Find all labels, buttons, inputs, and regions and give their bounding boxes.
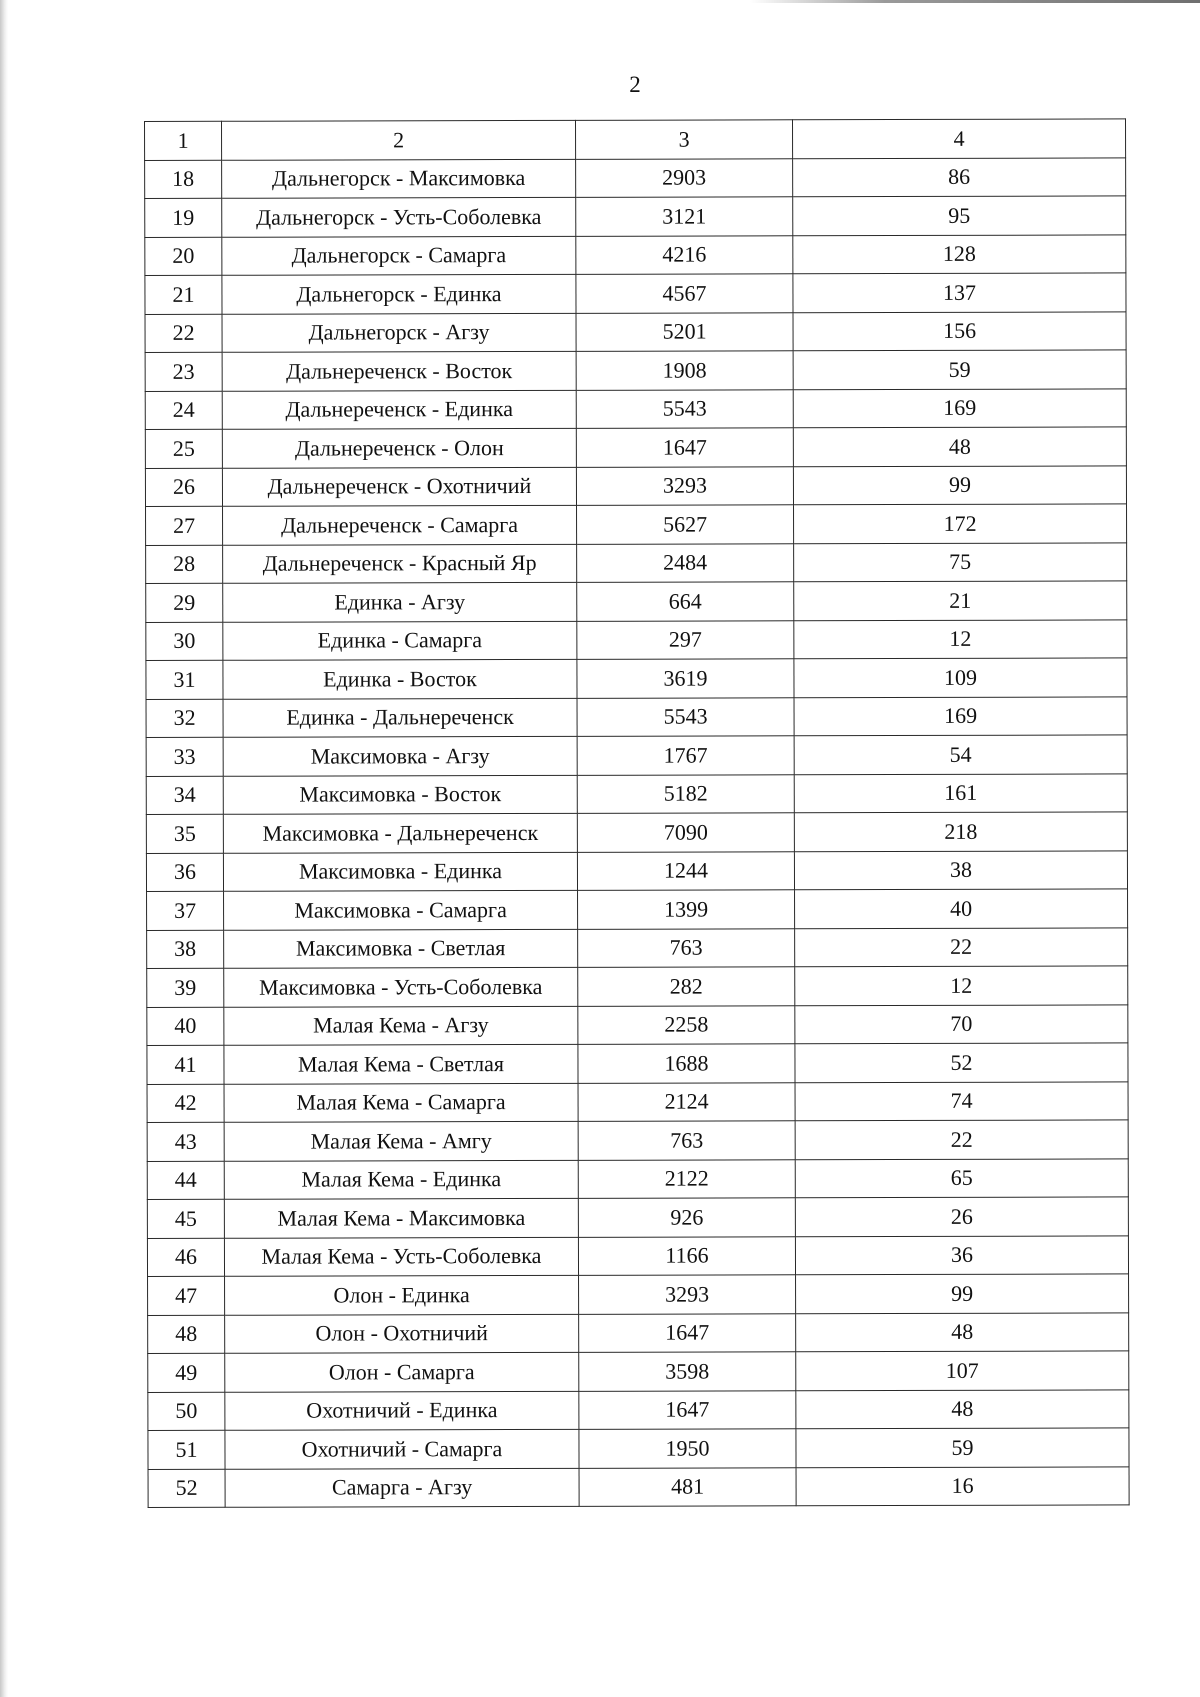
value-cell: 5543 xyxy=(577,697,794,736)
count-cell: 48 xyxy=(796,1312,1129,1351)
route-cell: Малая Кема - Максимовка xyxy=(224,1198,578,1237)
route-cell: Олон - Самарга xyxy=(225,1352,579,1391)
table-row xyxy=(147,1120,1128,1161)
row-number-cell: 24 xyxy=(145,391,222,430)
count-cell: 22 xyxy=(795,1120,1128,1159)
value-cell: 5627 xyxy=(577,505,794,544)
count-cell: 16 xyxy=(796,1466,1129,1505)
route-cell: Максимовка - Восток xyxy=(223,775,577,814)
count-cell: 12 xyxy=(795,966,1128,1005)
count-cell: 169 xyxy=(794,696,1127,735)
value-cell: 5201 xyxy=(576,312,793,351)
count-cell: 74 xyxy=(795,1081,1128,1120)
row-number-cell: 32 xyxy=(146,699,223,738)
row-number-cell: 33 xyxy=(146,737,223,776)
table-row xyxy=(145,311,1126,352)
table-row xyxy=(146,619,1127,660)
row-number-cell: 35 xyxy=(146,814,223,853)
route-cell: Дальнегорск - Самарга xyxy=(222,236,576,275)
value-cell: 1688 xyxy=(578,1044,795,1083)
value-cell: 5543 xyxy=(576,389,793,428)
table-row xyxy=(148,1428,1129,1469)
table-row xyxy=(148,1466,1129,1507)
value-cell: 282 xyxy=(578,967,795,1006)
table-row xyxy=(145,234,1126,275)
count-cell: 95 xyxy=(793,196,1126,235)
count-cell: 137 xyxy=(793,273,1126,312)
value-cell: 763 xyxy=(578,1121,795,1160)
route-cell: Малая Кема - Амгу xyxy=(224,1121,578,1160)
table-row xyxy=(146,812,1127,853)
header-cell: 1 xyxy=(145,121,222,160)
route-cell: Охотничий - Самарга xyxy=(225,1429,579,1468)
value-cell: 2484 xyxy=(577,543,794,582)
row-number-cell: 42 xyxy=(147,1084,224,1123)
scan-shadow-top xyxy=(750,0,1200,3)
count-cell: 107 xyxy=(796,1351,1129,1390)
route-cell: Охотничий - Единка xyxy=(225,1391,579,1430)
route-cell: Максимовка - Усть-Соболевка xyxy=(224,967,578,1006)
route-cell: Дальнереченск - Восток xyxy=(222,351,576,390)
table-row xyxy=(146,696,1127,737)
page-number: 2 xyxy=(629,72,641,97)
value-cell: 2258 xyxy=(578,1005,795,1044)
value-cell: 2122 xyxy=(578,1159,795,1198)
value-cell: 3293 xyxy=(576,466,793,505)
route-cell: Дальнегорск - Единка xyxy=(222,274,576,313)
count-cell: 169 xyxy=(793,388,1126,427)
route-cell: Максимовка - Светлая xyxy=(224,929,578,968)
table-row xyxy=(146,542,1127,583)
row-number-cell: 36 xyxy=(146,853,223,892)
table-header-row xyxy=(145,119,1126,160)
route-cell: Максимовка - Дальнереченск xyxy=(223,813,577,852)
route-cell: Дальнереченск - Красный Яр xyxy=(223,544,577,583)
table-row xyxy=(145,465,1126,506)
value-cell: 4216 xyxy=(576,235,793,274)
row-number-cell: 22 xyxy=(145,314,222,353)
value-cell: 1767 xyxy=(577,736,794,775)
count-cell: 75 xyxy=(794,542,1127,581)
routes-table xyxy=(144,118,1130,1508)
value-cell: 2903 xyxy=(576,158,793,197)
value-cell: 763 xyxy=(578,928,795,967)
count-cell: 22 xyxy=(795,927,1128,966)
table-row xyxy=(145,350,1126,391)
count-cell: 21 xyxy=(794,581,1127,620)
header-cell: 4 xyxy=(792,119,1125,158)
row-number-cell: 30 xyxy=(146,622,223,661)
route-cell: Олон - Охотничий xyxy=(225,1314,579,1353)
table-row xyxy=(147,927,1128,968)
route-cell: Максимовка - Самарга xyxy=(224,890,578,929)
route-cell: Единка - Восток xyxy=(223,659,577,698)
route-cell: Дальнегорск - Максимовка xyxy=(222,159,576,198)
row-number-cell: 43 xyxy=(147,1122,224,1161)
count-cell: 218 xyxy=(794,812,1127,851)
route-cell: Олон - Единка xyxy=(225,1275,579,1314)
count-cell: 38 xyxy=(794,850,1127,889)
route-cell: Самарга - Агзу xyxy=(225,1468,579,1507)
row-number-cell: 49 xyxy=(148,1353,225,1392)
row-number-cell: 27 xyxy=(146,506,223,545)
table-row xyxy=(148,1351,1129,1392)
count-cell: 59 xyxy=(793,350,1126,389)
value-cell: 1647 xyxy=(579,1390,796,1429)
row-number-cell: 18 xyxy=(145,160,222,199)
value-cell: 1166 xyxy=(578,1236,795,1275)
table-row xyxy=(145,273,1126,314)
row-number-cell: 20 xyxy=(145,237,222,276)
value-cell: 3619 xyxy=(577,659,794,698)
count-cell: 54 xyxy=(794,735,1127,774)
row-number-cell: 46 xyxy=(147,1238,224,1277)
table-row xyxy=(146,773,1127,814)
value-cell: 5182 xyxy=(577,774,794,813)
row-number-cell: 47 xyxy=(148,1276,225,1315)
row-number-cell: 52 xyxy=(148,1469,225,1508)
count-cell: 109 xyxy=(794,658,1127,697)
value-cell: 297 xyxy=(577,620,794,659)
route-cell: Дальнегорск - Агзу xyxy=(222,313,576,352)
table-row xyxy=(148,1389,1129,1430)
count-cell: 99 xyxy=(796,1274,1129,1313)
row-number-cell: 50 xyxy=(148,1392,225,1431)
row-number-cell: 25 xyxy=(145,429,222,468)
value-cell: 1950 xyxy=(579,1429,796,1468)
count-cell: 70 xyxy=(795,1004,1128,1043)
count-cell: 12 xyxy=(794,619,1127,658)
route-cell: Дальнереченск - Самарга xyxy=(223,505,577,544)
value-cell: 2124 xyxy=(578,1082,795,1121)
table-container xyxy=(144,118,1130,1508)
count-cell: 48 xyxy=(793,427,1126,466)
table-row xyxy=(147,1235,1128,1276)
count-cell: 128 xyxy=(793,234,1126,273)
count-cell: 59 xyxy=(796,1428,1129,1467)
count-cell: 48 xyxy=(796,1389,1129,1428)
row-number-cell: 38 xyxy=(147,930,224,969)
value-cell: 3598 xyxy=(579,1352,796,1391)
count-cell: 52 xyxy=(795,1043,1128,1082)
route-cell: Максимовка - Единка xyxy=(223,852,577,891)
table-row xyxy=(147,1197,1128,1238)
route-cell: Малая Кема - Агзу xyxy=(224,1006,578,1045)
header-cell: 2 xyxy=(222,120,576,159)
row-number-cell: 34 xyxy=(146,776,223,815)
table-row xyxy=(145,427,1126,468)
row-number-cell: 48 xyxy=(148,1315,225,1354)
value-cell: 1647 xyxy=(579,1313,796,1352)
table-row xyxy=(146,658,1127,699)
row-number-cell: 19 xyxy=(145,198,222,237)
route-cell: Дальнереченск - Охотничий xyxy=(222,467,576,506)
table-row xyxy=(145,196,1126,237)
table-row xyxy=(145,388,1126,429)
row-number-cell: 29 xyxy=(146,583,223,622)
route-cell: Дальнегорск - Усть-Соболевка xyxy=(222,197,576,236)
table-row xyxy=(145,157,1126,198)
value-cell: 481 xyxy=(579,1467,796,1506)
table-row xyxy=(146,504,1127,545)
value-cell: 3293 xyxy=(579,1275,796,1314)
route-cell: Малая Кема - Единка xyxy=(224,1160,578,1199)
table-body xyxy=(145,119,1130,1508)
route-cell: Дальнереченск - Единка xyxy=(222,390,576,429)
header-cell: 3 xyxy=(575,120,792,159)
value-cell: 926 xyxy=(578,1198,795,1237)
route-cell: Единка - Самарга xyxy=(223,621,577,660)
value-cell: 4567 xyxy=(576,274,793,313)
table-row xyxy=(148,1274,1129,1315)
count-cell: 172 xyxy=(794,504,1127,543)
count-cell: 65 xyxy=(795,1158,1128,1197)
route-cell: Максимовка - Агзу xyxy=(223,736,577,775)
row-number-cell: 41 xyxy=(147,1045,224,1084)
table-row xyxy=(146,850,1127,891)
table-row xyxy=(147,1081,1128,1122)
row-number-cell: 51 xyxy=(148,1430,225,1469)
route-cell: Малая Кема - Самарга xyxy=(224,1083,578,1122)
route-cell: Малая Кема - Светлая xyxy=(224,1044,578,1083)
row-number-cell: 21 xyxy=(145,275,222,314)
route-cell: Дальнереченск - Олон xyxy=(222,428,576,467)
route-cell: Единка - Дальнереченск xyxy=(223,698,577,737)
row-number-cell: 39 xyxy=(147,968,224,1007)
route-cell: Единка - Агзу xyxy=(223,582,577,621)
value-cell: 3121 xyxy=(576,197,793,236)
table-row xyxy=(147,1158,1128,1199)
row-number-cell: 44 xyxy=(147,1161,224,1200)
count-cell: 99 xyxy=(793,465,1126,504)
count-cell: 26 xyxy=(795,1197,1128,1236)
table-row xyxy=(147,966,1128,1007)
table-row xyxy=(148,1312,1129,1353)
count-cell: 36 xyxy=(795,1235,1128,1274)
count-cell: 156 xyxy=(793,311,1126,350)
row-number-cell: 31 xyxy=(146,660,223,699)
value-cell: 1908 xyxy=(576,351,793,390)
row-number-cell: 45 xyxy=(147,1199,224,1238)
count-cell: 40 xyxy=(795,889,1128,928)
scan-shadow-left xyxy=(0,0,8,1697)
value-cell: 1647 xyxy=(576,428,793,467)
value-cell: 1399 xyxy=(578,890,795,929)
row-number-cell: 26 xyxy=(145,468,222,507)
table-row xyxy=(146,735,1127,776)
table-row xyxy=(147,889,1128,930)
table-row xyxy=(147,1004,1128,1045)
row-number-cell: 37 xyxy=(147,891,224,930)
row-number-cell: 28 xyxy=(146,545,223,584)
count-cell: 86 xyxy=(793,157,1126,196)
row-number-cell: 40 xyxy=(147,1007,224,1046)
route-cell: Малая Кема - Усть-Соболевка xyxy=(224,1237,578,1276)
table-row xyxy=(147,1043,1128,1084)
value-cell: 1244 xyxy=(577,851,794,890)
count-cell: 161 xyxy=(794,773,1127,812)
row-number-cell: 23 xyxy=(145,352,222,391)
value-cell: 7090 xyxy=(577,813,794,852)
table-row xyxy=(146,581,1127,622)
value-cell: 664 xyxy=(577,582,794,621)
